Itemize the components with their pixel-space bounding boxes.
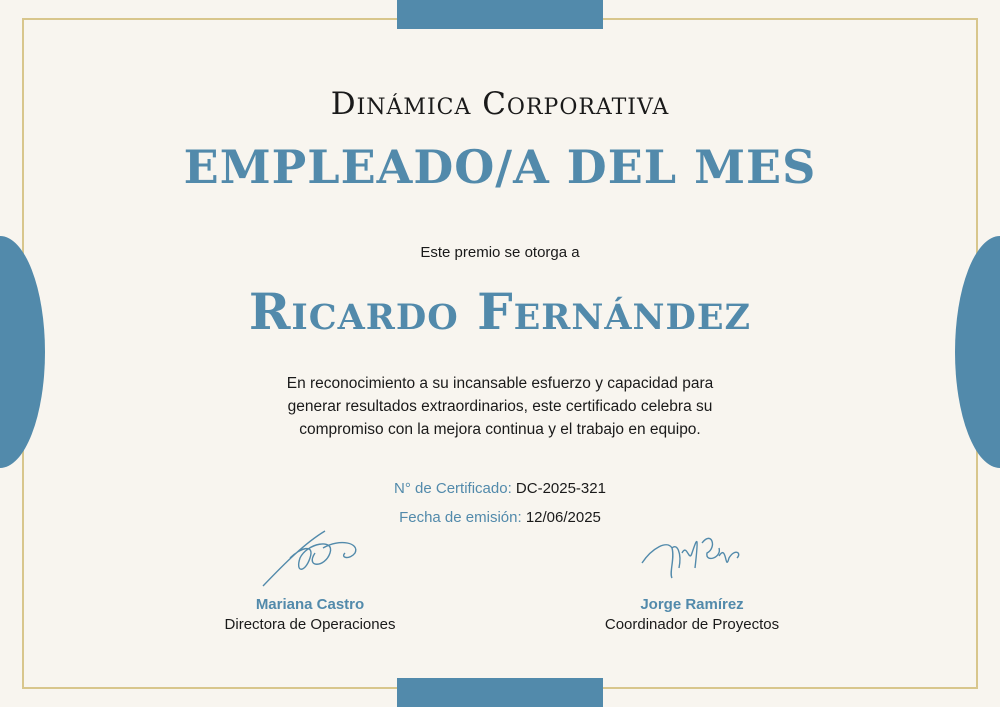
description-text: En reconocimiento a su incansable esfuerzo y capacidad para generar resultados extraordinarios, este certificado celebra su compromiso con la mejora continua y el trabajo en equipo. [286,375,714,438]
issue-date [0,509,1000,526]
signatory-name: Jorge Ramírez [640,596,744,613]
top-accent-bar [397,0,603,29]
intro-text: Este premio se otorga a [420,244,580,261]
signature-block-2 [562,528,822,633]
description-block [0,372,1000,441]
signature-image [245,528,375,588]
signature-block-1 [180,528,440,633]
organization-name: Dinámica Corporativa [330,86,670,122]
issue-date-value: 12/06/2025 [525,509,601,526]
issue-date-label: Fecha de emisión: [399,509,522,526]
signatory-role: Coordinador de Proyectos [604,616,780,633]
signature-image [627,528,757,588]
certificate-number-label: N° de Certificado: [394,480,512,497]
signatory-role: Directora de Operaciones [224,616,396,633]
certificate-number [0,480,1000,497]
signatory-name: Mariana Castro [255,596,365,613]
bottom-accent-bar [397,678,603,707]
recipient-name: Ricardo Fernández [248,282,752,341]
certificate-number-value: DC-2025-321 [515,480,606,497]
award-title: EMPLEADO/A DEL MES [183,140,817,194]
